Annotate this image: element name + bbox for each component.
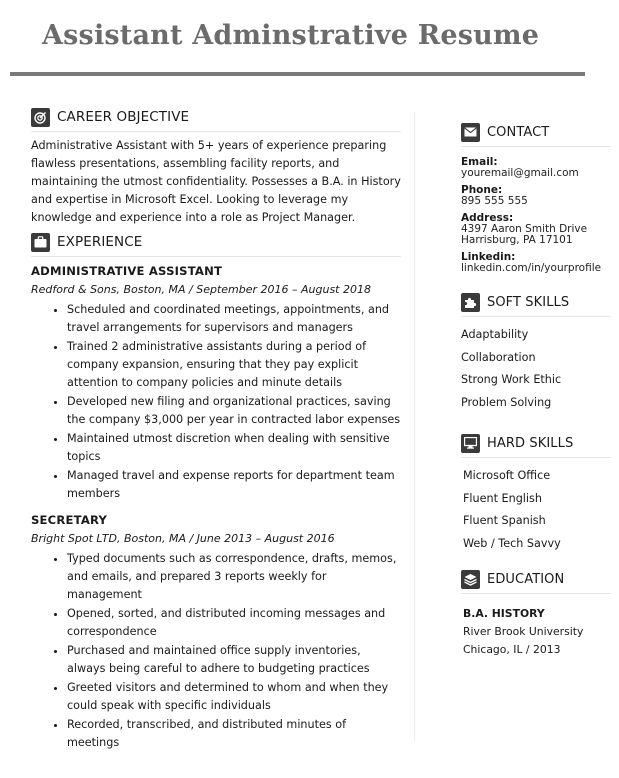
monitor-icon: [461, 434, 480, 453]
job-bullets: [31, 550, 401, 752]
resume-title: Assistant Adminstrative Resume: [42, 20, 540, 51]
job-bullets: [31, 301, 401, 503]
skill-item: Microsoft Office: [463, 469, 551, 482]
column-divider: [414, 112, 415, 742]
section-rule: [461, 146, 611, 147]
job-company-dates: Bright Spot LTD, Boston, MA / June 2013 – August 2016: [31, 532, 335, 545]
address-line-1: 4397 Aaron Smith Drive: [461, 223, 588, 235]
contact-linkedin: [461, 251, 611, 274]
skill-item: Fluent Spanish: [463, 514, 546, 527]
skill-item: Web / Tech Savvy: [463, 536, 561, 550]
education-heading: [461, 567, 611, 591]
soft-skills-list: [461, 324, 611, 414]
section-title: CAREER OBJECTIVE: [57, 109, 190, 125]
job-company-dates: Redford & Sons, Boston, MA / September 2016 – August 2018: [31, 283, 371, 296]
email-label: Email:: [461, 156, 498, 168]
phone-label: Phone:: [461, 184, 503, 196]
envelope-icon: [461, 123, 480, 142]
main-column: [31, 105, 401, 753]
section-rule: [461, 593, 611, 594]
contact-block: [461, 156, 611, 274]
section-title: CONTACT: [487, 124, 550, 140]
linkedin-value: linkedin.com/in/yourprofile: [461, 262, 602, 274]
contact-heading: [461, 120, 611, 144]
bullet-item: • Typed documents such as correspondence, drafts, memos, and emails, and prepared 3 reports weekly for management: [67, 550, 401, 604]
bullet-item: • Developed new filing and organizational practices, saving the company $3,000 per year in contracted labor expenses: [67, 393, 401, 429]
section-title: EDUCATION: [487, 571, 565, 587]
location-year: Chicago, IL / 2013: [463, 643, 561, 656]
skill-item: Problem Solving: [461, 395, 552, 409]
job-entry: [31, 264, 401, 503]
bullet-item: • Greeted visitors and determined to whom and when they could speak with specific individuals: [67, 679, 401, 715]
address-label: Address:: [461, 212, 514, 224]
skill-item: Collaboration: [461, 350, 536, 364]
title-underline: [10, 72, 585, 76]
hard-skills-heading: [461, 431, 611, 455]
objective-text: Administrative Assistant with 5+ years of experience preparing flawless presentations, assembling facility reports, and maintaining the utmost confidentiality. Possesses a B.A. in History and expertise in Microsoft Excel. Looking to leverage my knowledge and experience into a role as Project Manager.: [31, 139, 401, 224]
section-title: HARD SKILLS: [487, 435, 574, 451]
puzzle-icon: [461, 293, 480, 312]
linkedin-label: Linkedin:: [461, 251, 516, 263]
section-title: SOFT SKILLS: [487, 294, 570, 310]
contact-address: [461, 212, 611, 246]
bullet-item: • Purchased and maintained office supply inventories, always being careful to adhere to budgeting practices: [67, 642, 401, 678]
sidebar-column: [461, 120, 611, 659]
contact-phone: [461, 184, 611, 207]
phone-value: 895 555 555: [461, 195, 528, 207]
skill-item: Fluent English: [463, 491, 542, 505]
skill-item: Strong Work Ethic: [461, 373, 562, 386]
career-objective-heading: [31, 105, 401, 129]
skill-item: Adaptability: [461, 328, 529, 341]
bullet-item: • Trained 2 administrative assistants during a period of company expansion, ensuring that they pay explicit attention to company policies and minute details: [67, 338, 401, 392]
briefcase-icon: [31, 233, 50, 252]
school: River Brook University: [463, 625, 584, 638]
bullet-item: • Managed travel and expense reports for department team members: [67, 467, 401, 503]
target-icon: [31, 108, 50, 127]
experience-heading: [31, 230, 401, 254]
bullet-item: • Scheduled and coordinated meetings, appointments, and travel arrangements for supervisors and managers: [67, 301, 401, 337]
section-rule: [461, 316, 611, 317]
job-entry: [31, 513, 401, 752]
education-block: [461, 605, 611, 659]
job-title: SECRETARY: [31, 513, 108, 527]
bullet-item: • Maintained utmost discretion when dealing with sensitive topics: [67, 430, 401, 466]
bullet-item: • Recorded, transcribed, and distributed minutes of meetings: [67, 716, 401, 752]
section-title: EXPERIENCE: [57, 234, 143, 250]
degree: B.A. HISTORY: [463, 607, 545, 620]
contact-email: [461, 156, 611, 179]
section-rule: [31, 131, 401, 132]
address-line-2: Harrisburg, PA 17101: [461, 234, 573, 246]
job-title: ADMINISTRATIVE ASSISTANT: [31, 264, 223, 278]
soft-skills-heading: [461, 290, 611, 314]
bullet-item: • Opened, sorted, and distributed incoming messages and correspondence: [67, 605, 401, 641]
section-rule: [31, 256, 401, 257]
section-rule: [461, 457, 611, 458]
layers-icon: [461, 570, 480, 589]
hard-skills-list: [461, 465, 611, 555]
email-value: youremail@gmail.com: [461, 167, 579, 179]
